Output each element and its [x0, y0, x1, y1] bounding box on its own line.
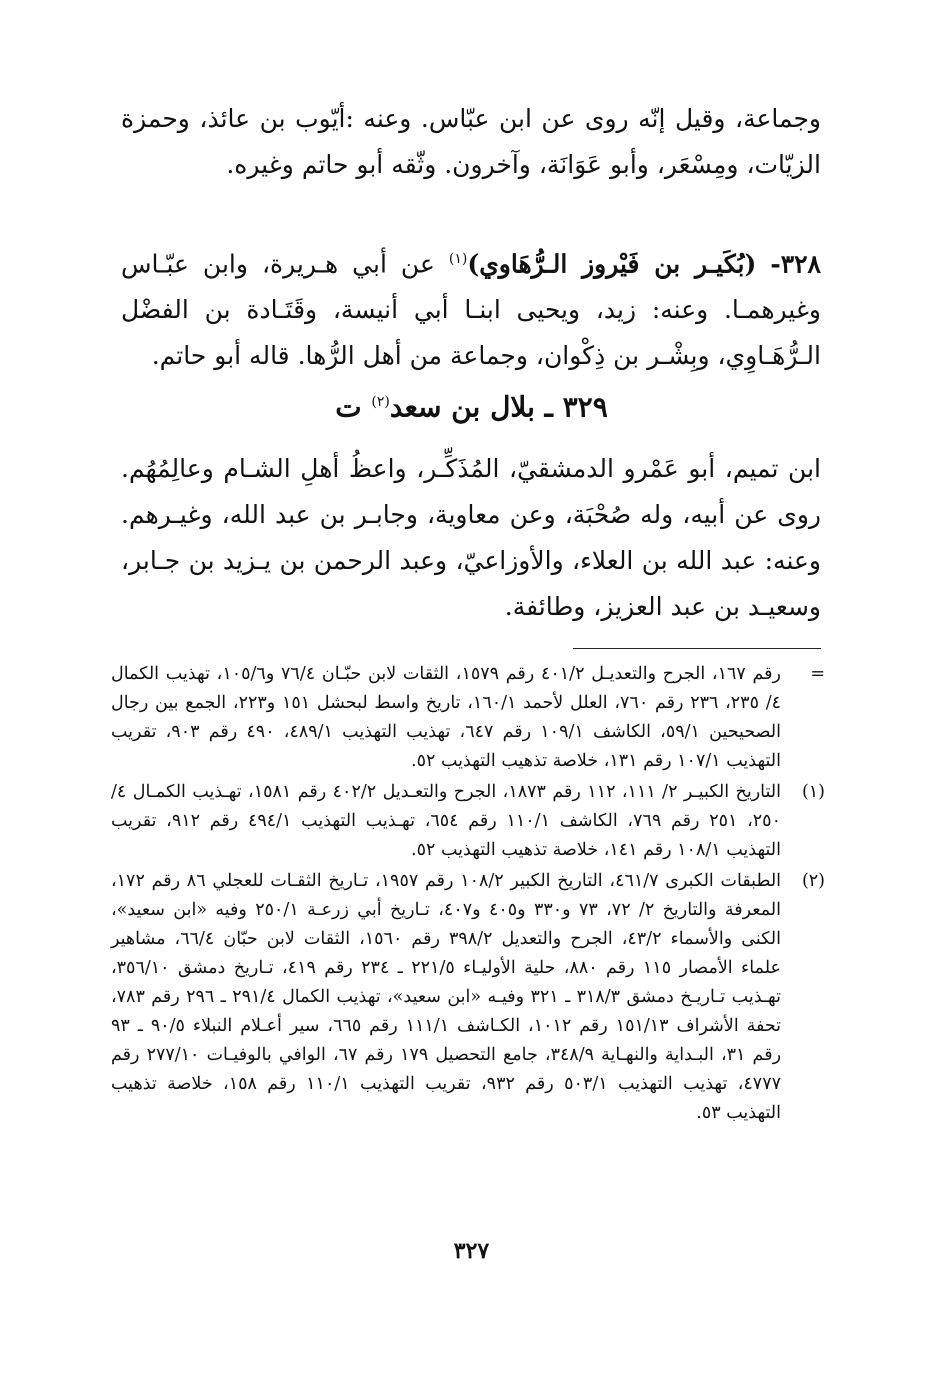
entry-329-biography: ابن تميم، أبو عَمْرو الدمشقيّ، المُذَكِّـر، واعظُ أهلِ الشـام وعالِمُهُم. روى عن أبيه، وله صُحْبَة، وعن معاوية، وجابـر بن عبد الله، وغيـرهم. وعنه: عبد الله بن العلاء، والأوزاعيّ، وعبد الرحمن بن يـزيد بن جـابر، وسعيـد بن عبد العزيز، وطائفة. — [121, 454, 821, 621]
footnote-text: رقم ١٦٧، الجرح والتعديـل ٤٠١/٢ رقم ١٥٧٩، الثقات لابن حبّـان ٧٦/٤ و١٠٥/٦، تهذيب الكمال ٤/ ٢٣٥، ٢٣٦ رقم ٧٦٠، العلل لأحمد ١٦٠/١، تاريخ واسط لبحشل ١٥١ و٢٢٣، الجمع بين رجال الصحيحين ٥٩/١، الكاشف ١٠٩/١ رقم ٦٤٧، تهذيب التهذيب ٤٨٩/١، ٤٩٠ رقم ٩٠٣، تقريب التهذيب ١٠٧/١ رقم ١٣١، خلاصة تذهيب التهذيب ٥٢. — [111, 664, 782, 771]
entry-text: عن أبي هـريرة، وابن عبّـاس وغيرهمـا. وعنه: زيد، ويحيى ابنـا أبي أنيسة، وقَتَـادة بن الفضْل الـرُّهَـاوِي، وبِشْـر بن ذِكْوان، وجماعة من أهل الرُّها. قاله أبو حاتم. — [121, 249, 821, 371]
entry-name: (بُكَيـر بن فَيْروز الـرُّهَاوي) — [467, 249, 757, 279]
footnote — [111, 660, 825, 776]
footnote-divider — [573, 648, 821, 649]
footnote-text: الطبقات الكبرى ٤٦١/٧، التاريخ الكبير ١٠٨/٢ رقم ١٩٥٧، تـاريخ الثقـات للعجلي ٨٦ رقم ١٧٢، المعرفة والتاريخ ٢/ ٧٢، ٧٣ و٣٣٠ و٤٠٥ و٤٠٧، تـاريخ أبي زرعـة ٢٥٠/١ وفيه «ابن سعيد»، الكنى والأسماء ٤٣/٢، الجرح والتعديل ٣٩٨/٢ رقم ١٥٦٠، الثقات لابن حبّان ٦٦/٤، مشاهير علماء الأمصار ١١٥ رقم ٨٨٠، حلية الأوليـاء ٢٢١/٥ ـ ٢٣٤ رقم ٤١٩، تـاريخ دمشق ٣٥٦/١٠، تهـذيب تـاريـخ دمشق ٣١٨/٣ ـ ٣٢١ وفيـه «ابن سعيد»، تهذيب الكمال ٢٩١/٤ ـ ٢٩٦ رقم ٧٨٣، تحفة الأشراف ١٥١/١٣ رقم ١٠١٢، الكـاشف ١١١/١ رقم ٦٦٥، سير أعـلام النبلاء ٩٠/٥ ـ ٩٣ رقم ٣١، البـداية والنهـاية ٣٤٨/٩، جامع التحصيل ١٧٩ رقم ٦٧، الوافي بالوفيـات ٢٧٧/١٠ رقم ٤٧٧٧، تهذيب التهذيب ٥٠٣/١ رقم ٩٣٢، تقريب التهذيب ١١٠/١ رقم ١٥٨، خلاصة تذهيب التهذيب ٥٣. — [111, 871, 782, 1123]
entry-328 — [121, 236, 821, 379]
footnote-ref: (٢) — [371, 394, 390, 410]
footnote — [111, 867, 825, 1128]
entry-heading-329 — [0, 380, 943, 429]
footnote-mark: (٢) — [801, 871, 825, 891]
entry-number: ٣٢٨- — [770, 249, 821, 279]
heading-suffix: ت — [335, 390, 372, 424]
footnote-text: التاريخ الكبيـر ٢/ ١١١، ١١٢ رقم ١٨٧٣، الجرح والتعـديل ٤٠٢/٢ رقم ١٥٨١، تهـذيب الكمـال ٤/ ٢٥٠، ٢٥١ رقم ٧٦٩، الكاشف ١١٠/١ رقم ٦٥٤، تهـذيب التهذيب ٤٩٤/١ رقم ٩١٢، تقريب التهذيب ١٠٨/١ رقم ١٤١، خلاصة تذهيب التهذيب ٥٢. — [111, 782, 781, 860]
continued-paragraph: وجماعة، وقيل إنّه روى عن ابن عبّاس. وعنه :أيّوب بن عائذ، وحمزة الزيّات، ومِسْعَر، وأبو عَوَانَة، وآخرون. وثّقه أبو حاتم وغيره. — [121, 104, 821, 179]
footnote-mark: (١) — [801, 782, 825, 802]
footnote-mark: = — [810, 664, 825, 684]
heading-title: ٣٢٩ ـ بلال بن سعد — [389, 390, 608, 424]
page-number: ٣٢٧ — [453, 1238, 490, 1264]
footnote-ref: (١) — [448, 251, 468, 267]
footnotes-section — [111, 660, 825, 1128]
footnote — [111, 778, 825, 865]
